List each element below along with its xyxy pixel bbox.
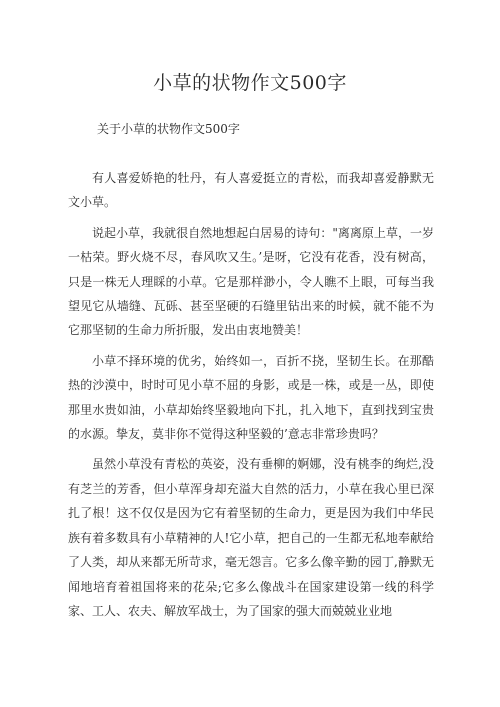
paragraph: 小草不择环境的优劣，始终如一，百折不挠，坚韧生长。在那酷热的沙漠中，时时可见小草不屈的身影，或是一株，或是一丛，即使那里水贵如油，小草却始终坚毅地向下扎，扎入地下，直到找到宝贵的水源。挚友，莫非你不觉得这种坚毅的’意志非常珍贵吗？ xyxy=(68,353,434,442)
document-title: 小草的状物作文500字 xyxy=(153,72,347,94)
paragraph: 虽然小草没有青松的英姿，没有垂柳的婀娜，没有桃李的绚烂,没有芝兰的芳香，但小草浑身却充溢大自然的活力，小草在我心里已深扎了根！这不仅仅是因为它有着坚韧的生命力，更是因为我们中华民族有着多数具有小草精神的人!它小草，把自己的一生都无私地奉献给了人类，却从来都无所苛求，毫无怨言。它多么像辛勤的园丁,静默无闻地培育着祖国将来的花朵;它多么像战斗在国家建设第一线的科学家、工人、农夫、解放军战士，为了国家的强大而兢兢业业地 xyxy=(68,457,434,618)
paragraph: 有人喜爱娇艳的牡丹，有人喜爱挺立的青松，而我却喜爱静默无文小草。 xyxy=(68,171,434,210)
document-body xyxy=(68,166,434,629)
paragraph: 说起小草，我就很自然地想起白居易的诗句："离离原上草，一岁一枯荣。野火烧不尽，春风吹又生。’是呀，它没有花香，没有树高，只是一株无人理睬的小草。它是那样渺小，令人瞧不上眼，可每当我望见它从墙缝、瓦砾、甚至坚硬的石缝里钻出来的时候，就不能不为它那坚韧的生命力所折服，发出由衷地赞美！ xyxy=(68,225,434,338)
document-subtitle: 关于小草的状物作文500字 xyxy=(97,122,240,136)
